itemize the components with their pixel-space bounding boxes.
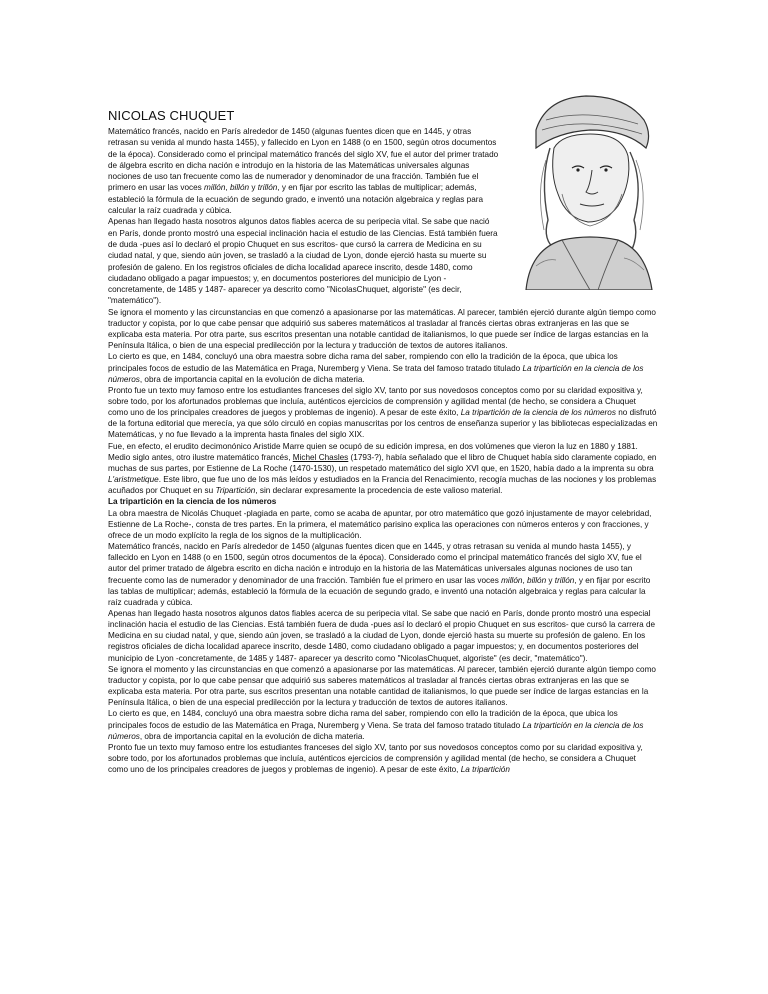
michel-chasles-link[interactable]: Michel Chasles	[292, 452, 349, 462]
paragraph-biography: Apenas han llegado hasta nosotros algunos datos fiables acerca de su peripecia vital. Se sabe que nació en París, donde pronto mostró una especial inclinación hacia el estudio de las Ciencias. Está también fuera de duda -pues así lo declaró el propio Chuquet en sus escritos- que cursó la carrera de Medicina en su ciudad natal, y que, siendo aún joven, se trasladó a la ciudad de Lyon, donde ejerció hasta su muerte su profesión de galeno. En los registros oficiales de dicha localidad aparece inscrito, desde 1480, como ciudadano obligado a pagar impuestos; y, en documentos posteriores del municipio de Lyon -concretamente, de 1485 y 1487- aparecer ya descrito como "NicolasChuquet, algoriste" (es decir, "matemático").	[108, 217, 498, 306]
paragraph-fame-repeat: Pronto fue un texto muy famoso entre los estudiantes franceses del siglo XV, tanto por sus novedosos conceptos como por su claridad expositiva y, sobre todo, por los afortunados problemas que incluía, auténticos ejercicios de comprensión y agilidad mental (de hecho, se considera a Chuquet como uno de los principales creadores de juegos y problemas de ingenio). A pesar de este éxito, La tripartición	[108, 742, 643, 775]
portrait-engraving-icon	[506, 90, 658, 290]
page-title: NICOLAS CHUQUET	[108, 108, 235, 123]
paragraph-studies-repeat: Se ignora el momento y las circunstancias en que comenzó a apasionarse por las matemáticas. Al parecer, también ejerció durante algún tiempo como traductor y copista, por lo que cabe pensar que adquirió sus saberes matemáticos al trasladar al francés ciertas obras extranjeras en las que se explicaba esta materia. Por otra parte, sus escritos presentan una notable cantidad de italianismos, lo que puede ser índice de largas estancias en la Península Itálica, o bien de una especial predilección por la lectura y traducción de textos de autores italianos.	[108, 664, 656, 708]
paragraph-masterwork: Lo cierto es que, en 1484, concluyó una obra maestra sobre dicha rama del saber, rompiendo con ello la tradición de la época, que ubica los principales focos de estudio de las Matemática en Praga, Nuremberg y Viena. Se trata del famoso tratado titulado La tripartición en la ciencia de los números, obra de importancia capital en la evolución de dicha materia.	[108, 352, 644, 384]
paragraph-edition: Fue, en efecto, el erudito decimonónico Aristide Marre quien se ocupó de su edición impresa, en dos volúmenes que vieron la luz en 1880 y 1881. Medio siglo antes, otro ilustre matemático francés, Michel Chasles (1793-?), había señalado que el libro de Chuquet había sido claramente copiado, en muchas de sus partes, por Estienne de La Roche (1470-1530), un respetado matemático del siglo XVI que, en 1520, había dado a la imprenta su obra L'aristmetique. Este libro, que fue uno de los más leídos y estudiados en la Francia del Renacimiento, recogía muchas de las nociones y los problemas acuñados por Chuquet en su Tripartición, sin declarar expresamente la procedencia de este valioso material.	[108, 441, 657, 496]
paragraph-biography-repeat: Apenas han llegado hasta nosotros algunos datos fiables acerca de su peripecia vital. Se sabe que nació en París, donde pronto mostró una especial inclinación hacia el estudio de las Ciencias. Está también fuera de duda -pues así lo declaró el propio Chuquet en sus escritos- que cursó la carrera de Medicina en su ciudad natal, y que, siendo aún joven, se trasladó a la ciudad de Lyon, donde ejerció hasta su muerte su profesión de galeno. En los registros oficiales de dicha localidad aparece inscrito, desde 1480, como ciudadano obligado a pagar impuestos; y, en documentos posteriores del municipio de Lyon -concretamente, de 1485 y 1487- aparecer ya descrito como "NicolasChuquet, algoriste" (es decir, "matemático").	[108, 608, 656, 663]
paragraph-structure: La obra maestra de Nicolás Chuquet -plagiada en parte, como se acaba de apuntar, por otro matemático que gozó injustamente de mayor celebridad, Estienne de La Roche-, consta de tres partes. En la primera, el matemático parisino explica las operaciones con números enteros y con fracciones, y ofrece de un modo explícito la regla de los signos de la multiplicación.	[108, 508, 652, 540]
paragraph-fame: Pronto fue un texto muy famoso entre los estudiantes franceses del siglo XV, tanto por sus novedosos conceptos como por su claridad expositiva y, sobre todo, por los afortunados problemas que incluía, auténticos ejercicios de comprensión y agilidad mental (de hecho, se considera a Chuquet como uno de los principales creadores de juegos y problemas de ingenio). A pesar de este éxito, La tripartición de la ciencia de los números no disfrutó de la fortuna editorial que merecía, ya que sólo circuló en copias manuscritas por los centros de enseñanza superior y las bibliotecas especializadas en Matemáticas, y no fue llevado a la imprenta hasta finales del siglo XIX.	[108, 385, 658, 440]
paragraph-intro: Matemático francés, nacido en París alrededor de 1450 (algunas fuentes dicen que en 1445, y otras retrasan su venida al mundo hasta 1455), y fallecido en Lyon en 1488 (o en 1500, según otros documentos de la época). Considerado como el principal matemático francés del siglo XV, fue el autor del primer tratado de álgebra escrito en dicha nación e introdujo en la historia de las Matemáticas universales algunas nociones de uso tan frecuente como las de numerador y denominador de una fracción. También fue el primero en usar las voces millón, billón y trillón, y en fijar por escrito las tablas de multiplicar; además, estableció la fórmula de la ecuación de segundo grado, e inventó una notación algebraica y reglas para calcular la raíz cuadrada y cúbica.	[108, 127, 499, 216]
section-heading: La tripartición en la ciencia de los números	[108, 497, 277, 507]
paragraph-intro-repeat: Matemático francés, nacido en París alrededor de 1450 (algunas fuentes dicen que en 1445, y otras retrasan su venida al mundo hasta 1455), y fallecido en Lyon en 1488 (o en 1500, según otros documentos de la época). Considerado como el principal matemático francés del siglo XV, fue el autor del primer tratado de álgebra escrito en dicha nación e introdujo en la historia de las Matemáticas universales algunas nociones de uso tan frecuente como las de numerador y denominador de una fracción. También fue el primero en usar las voces millón, billón y trillón, y en fijar por escrito las tablas de multiplicar; además, estableció la fórmula de la ecuación de segundo grado, e inventó una notación algebraica y reglas para calcular la raíz cuadrada y cúbica.	[108, 542, 651, 607]
paragraph-masterwork-repeat: Lo cierto es que, en 1484, concluyó una obra maestra sobre dicha rama del saber, rompiendo con ello la tradición de la época, que ubica los principales focos de estudio de las Matemática en Praga, Nuremberg y Viena. Se trata del famoso tratado titulado La tripartición en la ciencia de los números, obra de importancia capital en la evolución de dicha materia.	[108, 709, 644, 741]
document-page	[108, 108, 658, 775]
paragraph-studies: Se ignora el momento y las circunstancias en que comenzó a apasionarse por las matemáticas. Al parecer, también ejerció durante algún tiempo como traductor y copista, por lo que cabe pensar que adquirió sus saberes matemáticos al trasladar al francés ciertas obras extranjeras en las que se explicaba esta materia. Por otra parte, sus escritos presentan una notable cantidad de italianismos, lo que puede ser índice de largas estancias en la Península Itálica, o bien de una especial predilección por la lectura y traducción de textos de autores italianos.	[108, 307, 656, 351]
